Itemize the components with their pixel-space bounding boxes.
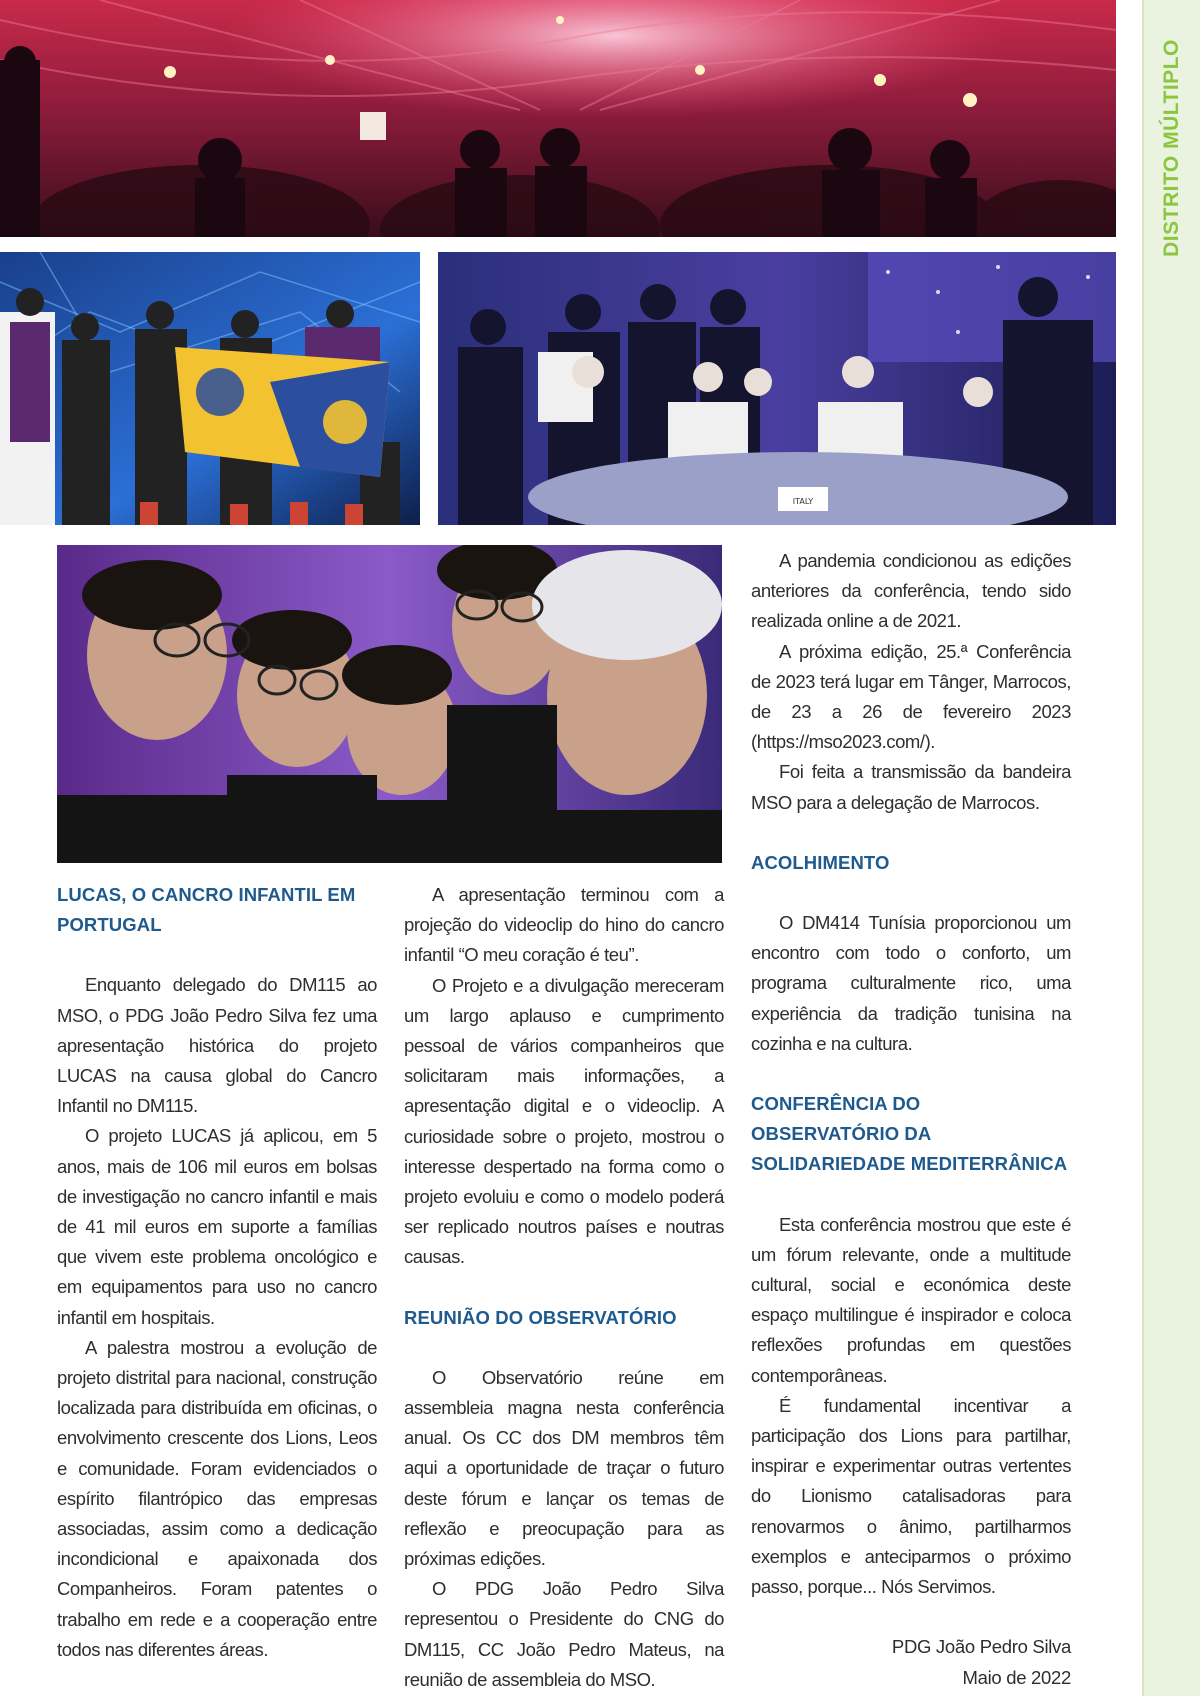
article-column-1 bbox=[57, 880, 377, 1665]
section-tab-label: DISTRITO MÚLTIPLO bbox=[1160, 39, 1183, 257]
paragraph: Enquanto delegado do DM115 ao MSO, o PDG João Pedro Silva fez uma apresentação histórica do projeto LUCAS na causa global do Cancro Infantil no DM115. bbox=[57, 974, 377, 1117]
section-heading-lucas: LUCAS, O CANCRO INFANTIL EM PORTUGAL bbox=[57, 884, 356, 936]
table-group-photo bbox=[438, 252, 1116, 525]
author-signature bbox=[751, 1632, 1071, 1692]
paragraph: Foi feita a transmissão da bandeira MSO para a delegação de Marrocos. bbox=[751, 761, 1071, 813]
author-name: PDG João Pedro Silva bbox=[891, 1636, 1071, 1658]
banquet-tent-photo bbox=[0, 0, 1116, 237]
paragraph: O PDG João Pedro Silva representou o Presidente do CNG do DM115, CC João Pedro Mateus, na reunião de assembleia do MSO. bbox=[404, 1578, 724, 1690]
author-date: Maio de 2022 bbox=[962, 1666, 1071, 1688]
paragraph: O Projeto e a divulgação mereceram um largo aplauso e cumprimento pessoal de vários companheiros que solicitaram mais informações, a apresentação digital e o videoclip. A curiosidade sobre o projeto, mostrou o interesse despertado na forma como o projeto evoluiu e como o modelo poderá ser replicado noutros países e noutras causas. bbox=[404, 974, 724, 1268]
flag-ceremony-photo bbox=[0, 252, 420, 525]
section-heading-reuniao: REUNIÃO DO OBSERVATÓRIO bbox=[404, 1306, 677, 1328]
paragraph: A palestra mostrou a evolução de projeto distrital para nacional, construção localizada para distribuída em oficinas, o envolvimento crescente dos Lions, Leos e comunidade. Foram evidenciados o espírito filantrópico das empresas associadas, assim como a dedicação incondicional e apaixonada dos Companheiros. Foram patentes o trabalho em rede e a cooperação entre todos nas diferentes áreas. bbox=[57, 1336, 377, 1660]
paragraph: O projeto LUCAS já aplicou, em 5 anos, mais de 106 mil euros em bolsas de investigação no cancro infantil e mais de 41 mil euros em suporte a famílias que vivem este problema oncológico e em equipamentos para uso no cancro infantil em hospitais. bbox=[57, 1125, 377, 1328]
section-side-tab bbox=[1142, 0, 1200, 1696]
paragraph: O Observatório reúne em assembleia magna nesta conferência anual. Os CC dos DM membros têm aqui a oportunidade de traçar o futuro deste fórum e lançar os temas de reflexão e preocupação para as próximas edições. bbox=[404, 1366, 724, 1570]
paragraph: A pandemia condicionou as edições anteriores da conferência, tendo sido realizada online a de 2021. bbox=[751, 550, 1071, 632]
paragraph: O DM414 Tunísia proporcionou um encontro com todo o conforto, um programa culturalmente rico, uma experiência da tradição tunisina na cozinha e na cultura. bbox=[751, 912, 1071, 1054]
selfie-photo bbox=[57, 545, 722, 863]
table-card-label: ITALY bbox=[792, 497, 814, 506]
section-heading-conferencia: CONFERÊNCIA DO OBSERVATÓRIO DA SOLIDARIEDADE MEDITERRÂNICA bbox=[751, 1093, 1068, 1175]
paragraph: Esta conferência mostrou que este é um fórum relevante, onde a multitude cultural, social e económica deste espaço multilingue é inspirador e coloca reflexões profundas em questões contemporâneas. bbox=[751, 1213, 1071, 1386]
paragraph: A apresentação terminou com a projeção do videoclip do hino do cancro infantil “O meu coração é teu”. bbox=[404, 884, 724, 966]
section-heading-acolhimento: ACOLHIMENTO bbox=[751, 851, 890, 873]
paragraph: É fundamental incentivar a participação dos Lions para partilhar, inspirar e experimentar outras vertentes do Lionismo catalisadoras para renovarmos o ânimo, partilharmos exemplos e anteciparmos o próximo passo, porque... Nós Servimos. bbox=[751, 1394, 1071, 1598]
article-column-3 bbox=[751, 546, 1071, 1693]
article-column-2 bbox=[404, 880, 724, 1695]
paragraph: A próxima edição, 25.ª Conferência de 2023 terá lugar em Tânger, Marrocos, de 23 a 26 de fevereiro 2023 (https://mso2023.com/). bbox=[751, 640, 1071, 753]
